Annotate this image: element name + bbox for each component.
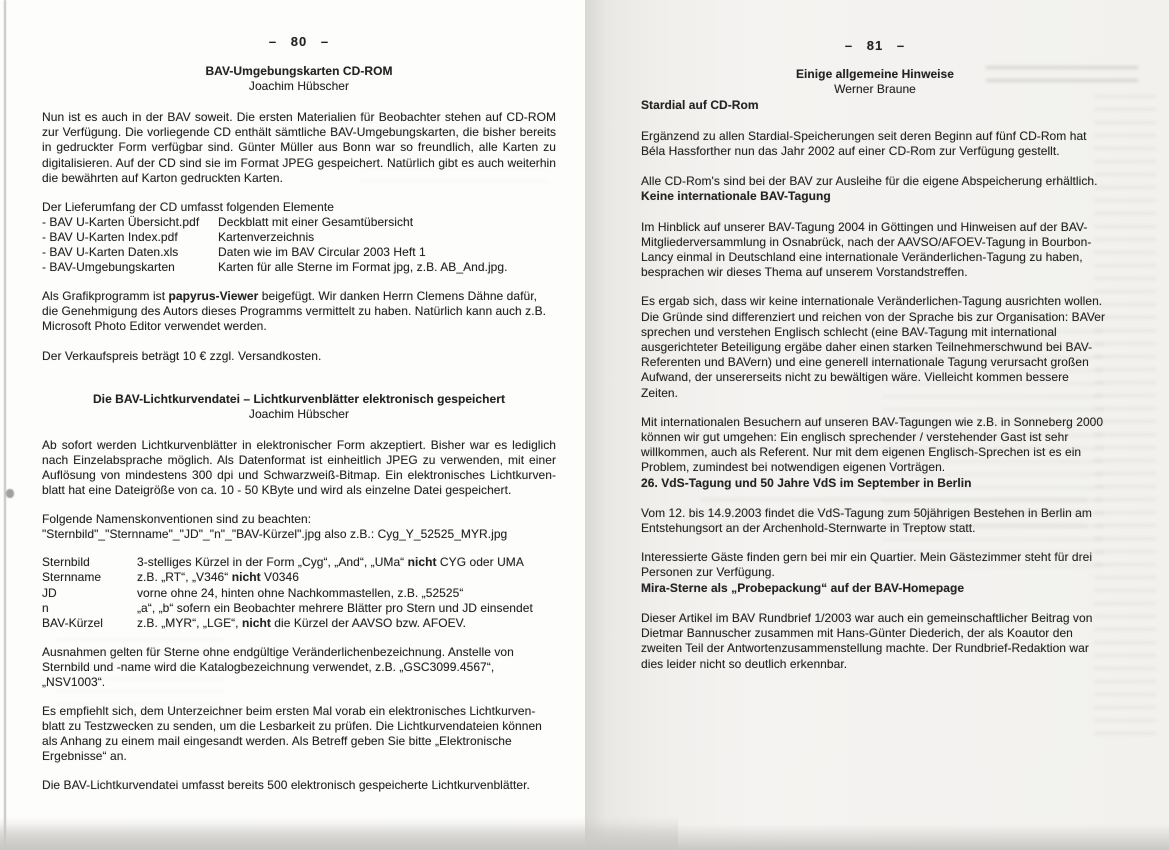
- definition-row: [42, 601, 556, 616]
- section-paragraph: Alle CD-Rom's sind bei der BAV zur Ausleihe für die eigene Abspeicherung erhältlich.: [641, 174, 1098, 189]
- definition-text-pre: 3-stelliges Kürzel in der Form „Cyg“, „And“, „UMa“: [137, 555, 408, 570]
- section-paragraph: Es ergab sich, dass wir keine internationale Veränderlichen-Tagung ausrichten wollen. Die Gründe sind differenziert und reichen von der Sprache bis zur Organisation: BAVer sprechen und verstehen Englisch schlecht (eine BAV-Tagung mit international ausgerichteter Beteiligung ergäbe daher einen starken Teilnehmerschwund bei BAV-Referenten und BAVern) und eine generell internationale Tagung verursacht großen Aufwand, der unsererseits nicht zu bewältigen wäre. Vielleicht kommen bessere Zeiten.: [641, 294, 1106, 400]
- definition-text-post: CYG oder UMA: [436, 555, 524, 570]
- viewer-text-post: beigefügt. Wir danken Herrn Clemens Dähne dafür, die Genehmigung des Autors dieses Programms vermittelt zu haben. Natürlich kann auch z.B. Microsoft Photo Editor verwendet werden.: [42, 289, 547, 334]
- definition-text-bold: nicht: [231, 570, 261, 585]
- status-paragraph: Die BAV-Lichtkurvendatei umfasst bereits 500 elektronisch gespeicherte Lichtkurvenblätter.: [42, 778, 530, 793]
- file-description: Daten wie im BAV Circular 2003 Heft 1: [218, 245, 426, 260]
- definition-text: [137, 586, 556, 601]
- definition-row: [42, 616, 556, 631]
- page-left-content: [42, 34, 556, 794]
- article1-intro-paragraph: Nun ist es auch in der BAV soweit. Die ersten Materialien für Beobachter stehen auf CD-ROM zur Verfügung. Die vorliegende CD enthält sämtliche BAV-Umgebungskarten, die bisher bereits in gedruckter Form verfügbar sind. Günter Müller aus Bonn war so freundlich, alle Karten zu digitalisieren. Auf der CD sind sie im Format JPEG gespeichert. Natürlich gibt es auch weiterhin die bewährten auf Karton gedruckten Karten.: [42, 110, 556, 185]
- file-row: [42, 230, 556, 245]
- file-row: [42, 215, 556, 230]
- definition-text-pre: „a“, „b“ sofern ein Beobachter mehrere Blätter pro Stern und JD einsendet: [137, 600, 533, 615]
- definition-row: [42, 570, 556, 585]
- file-name: - BAV U-Karten Übersicht.pdf: [42, 214, 200, 229]
- section-heading-vds: 26. VdS-Tagung und 50 Jahre VdS im September in Berlin: [641, 475, 972, 490]
- section-heading-stardial: Stardial auf CD-Rom: [641, 97, 759, 112]
- naming-intro: Folgende Namenskonventionen sind zu beachten:: [42, 512, 312, 527]
- section-paragraph: Mit internationalen Besuchern auf unseren BAV-Tagungen wie z.B. in Sonneberg 2000 können wir gut umgehen: Ein englisch sprechender / verstehender Gast ist sehr willkommen, auch als Referent. Nur mit dem eigenen Englisch-Sprechen ist es ein Problem, zumindest bei notwendigen eigenen Vorträgen.: [641, 414, 1104, 475]
- definition-text: [137, 601, 556, 616]
- file-list: [42, 215, 556, 275]
- exceptions-paragraph: Ausnahmen gelten für Sterne ohne endgültige Veränderlichenbezeichnung. Anstelle von Sternbild und -name wird die Katalogbezeichnung verwendet, z.B. „GSC3099.4567“, „NSV1003“.: [42, 644, 514, 689]
- article2-intro-paragraph: Ab sofort werden Lichtkurvenblätter in elektronischer Form akzeptiert. Bisher war es lediglich nach Einzelabsprache möglich. Als Datenformat ist einheitlich JPEG zu verwenden, mit einer Auflösung von mindestens 300 dpi und Schwarzweiß-Bitmap. Ein elektronisches Lichtkurven-blatt hat eine Dateigröße von ca. 10 - 50 KByte und wird als einzelne Datei gespeichert.: [42, 437, 556, 498]
- naming-example: "Sternbild"_"Sternname"_"JD"_"n"_"BAV-Kürzel".jpg also z.B.: Cyg_Y_52525_MYR.jpg: [42, 527, 508, 542]
- definition-term: n: [42, 600, 49, 615]
- definition-list: [42, 555, 556, 630]
- definition-text: [137, 570, 556, 585]
- file-name: - BAV-Umgebungskarten: [42, 260, 175, 275]
- definition-term: Sternbild: [42, 555, 90, 570]
- file-description: Deckblatt mit einer Gesamtübersicht: [218, 214, 414, 229]
- page-right: [585, 0, 1169, 850]
- definition-text-pre: z.B. „MYR“, „LGE“,: [137, 615, 242, 630]
- file-description: Kartenverzeichnis: [218, 229, 315, 244]
- file-description: Karten für alle Sterne im Format jpg, z.B. AB_And.jpg.: [218, 260, 508, 275]
- viewer-text-pre: Als Grafikprogramm ist: [42, 289, 169, 304]
- section-paragraph: Interessierte Gäste finden gern bei mir ein Quartier. Mein Gästezimmer steht für drei Personen zur Verfügung.: [641, 550, 1093, 580]
- article2-title: Die BAV-Lichtkurvendatei – Lichtkurvenblätter elektronisch gespeichert: [92, 391, 506, 406]
- definition-term: JD: [42, 585, 57, 600]
- article1-author: Joachim Hübscher: [248, 79, 350, 94]
- file-row: [42, 245, 556, 260]
- file-name: - BAV U-Karten Index.pdf: [42, 229, 178, 244]
- section-paragraph: Dieser Artikel im BAV Rundbrief 1/2003 war auch ein gemeinschaftlicher Beitrag von Dietmar Bannuscher zusammen mit Hans-Günter Diederich, der als Koautor den zweiten Teil der Antwortenzusammenstellung machte. Der Rundbrief-Redaktion war dies leider nicht so deutlich erkennbar.: [641, 610, 1093, 671]
- section-heading-tagung: Keine internationale BAV-Tagung: [641, 189, 831, 204]
- definition-text-post: V0346: [260, 570, 299, 585]
- section-paragraph: Vom 12. bis 14.9.2003 findet die VdS-Tagung zum 50jährigen Bestehen in Berlin am Entstehungsort an der Archenhold-Sternwarte in Treptow statt.: [641, 505, 1092, 536]
- section-heading-mira: Mira-Sterne als „Probepackung“ auf der BAV-Homepage: [641, 580, 965, 595]
- page-number-right: – 81 –: [844, 38, 906, 53]
- definition-text: [137, 555, 556, 570]
- definition-row: [42, 586, 556, 601]
- section-paragraph: Ergänzend zu allen Stardial-Speicherungen seit deren Beginn auf fünf CD-Rom hat Béla Hassforther nun das Jahr 2002 auf einer CD-Rom zur Verfügung gestellt.: [641, 128, 1087, 159]
- section-paragraph: Im Hinblick auf unserer BAV-Tagung 2004 in Göttingen und Hinweisen auf der BAV-Mitgliederversammlung in Osnabrück, nach der AAVSO/AFOEV-Tagung in Bourbon-Lancy einmal in Deutschland eine internationale Veränderlichen-Tagung zu haben, besprachen wir dieses Thema auf unserem Vorstandstreffen.: [641, 219, 1092, 280]
- page-title: Einige allgemeine Hinweise: [795, 67, 955, 82]
- definition-term: BAV-Kürzel: [42, 615, 103, 630]
- file-name: - BAV U-Karten Daten.xls: [42, 245, 179, 260]
- definition-text-bold: nicht: [241, 615, 271, 630]
- recommendation-paragraph: Es empfiehlt sich, dem Unterzeichner beim ersten Mal vorab ein elektronisches Lichtkurven-blatt zu Testzwecken zu senden, um die Lesbarkeit zu prüfen. Die Lichtkurvendateien können als Anhang zu einem mail eingesandt werden. Als Betreff geben Sie bitte „Elektronische Ergebnisse“ an.: [42, 704, 542, 764]
- page-author: Werner Braune: [834, 82, 916, 97]
- definition-text-bold: nicht: [407, 555, 437, 570]
- definition-text: [137, 616, 556, 631]
- definition-text-post: die Kürzel der AAVSO bzw. AFOEV.: [270, 615, 466, 630]
- price-paragraph: Der Verkaufspreis beträgt 10 € zzgl. Versandkosten.: [42, 348, 322, 363]
- viewer-program-name: papyrus-Viewer: [168, 289, 259, 304]
- definition-term: Sternname: [42, 570, 102, 585]
- page-right-content: [641, 38, 1109, 672]
- definition-text-pre: vorne ohne 24, hinten ohne Nachkommastellen, z.B. „52525“: [137, 585, 464, 600]
- article1-title: BAV-Umgebungskarten CD-ROM: [205, 64, 393, 79]
- file-row: [42, 260, 556, 275]
- delivery-intro: Der Lieferumfang der CD umfasst folgenden Elemente: [42, 199, 334, 214]
- page-number-left: – 80 –: [268, 34, 330, 49]
- definition-row: [42, 555, 556, 570]
- article2-author: Joachim Hübscher: [248, 406, 350, 421]
- viewer-paragraph: [42, 289, 556, 334]
- definition-text-pre: z.B. „RT“, „V346“: [137, 570, 232, 585]
